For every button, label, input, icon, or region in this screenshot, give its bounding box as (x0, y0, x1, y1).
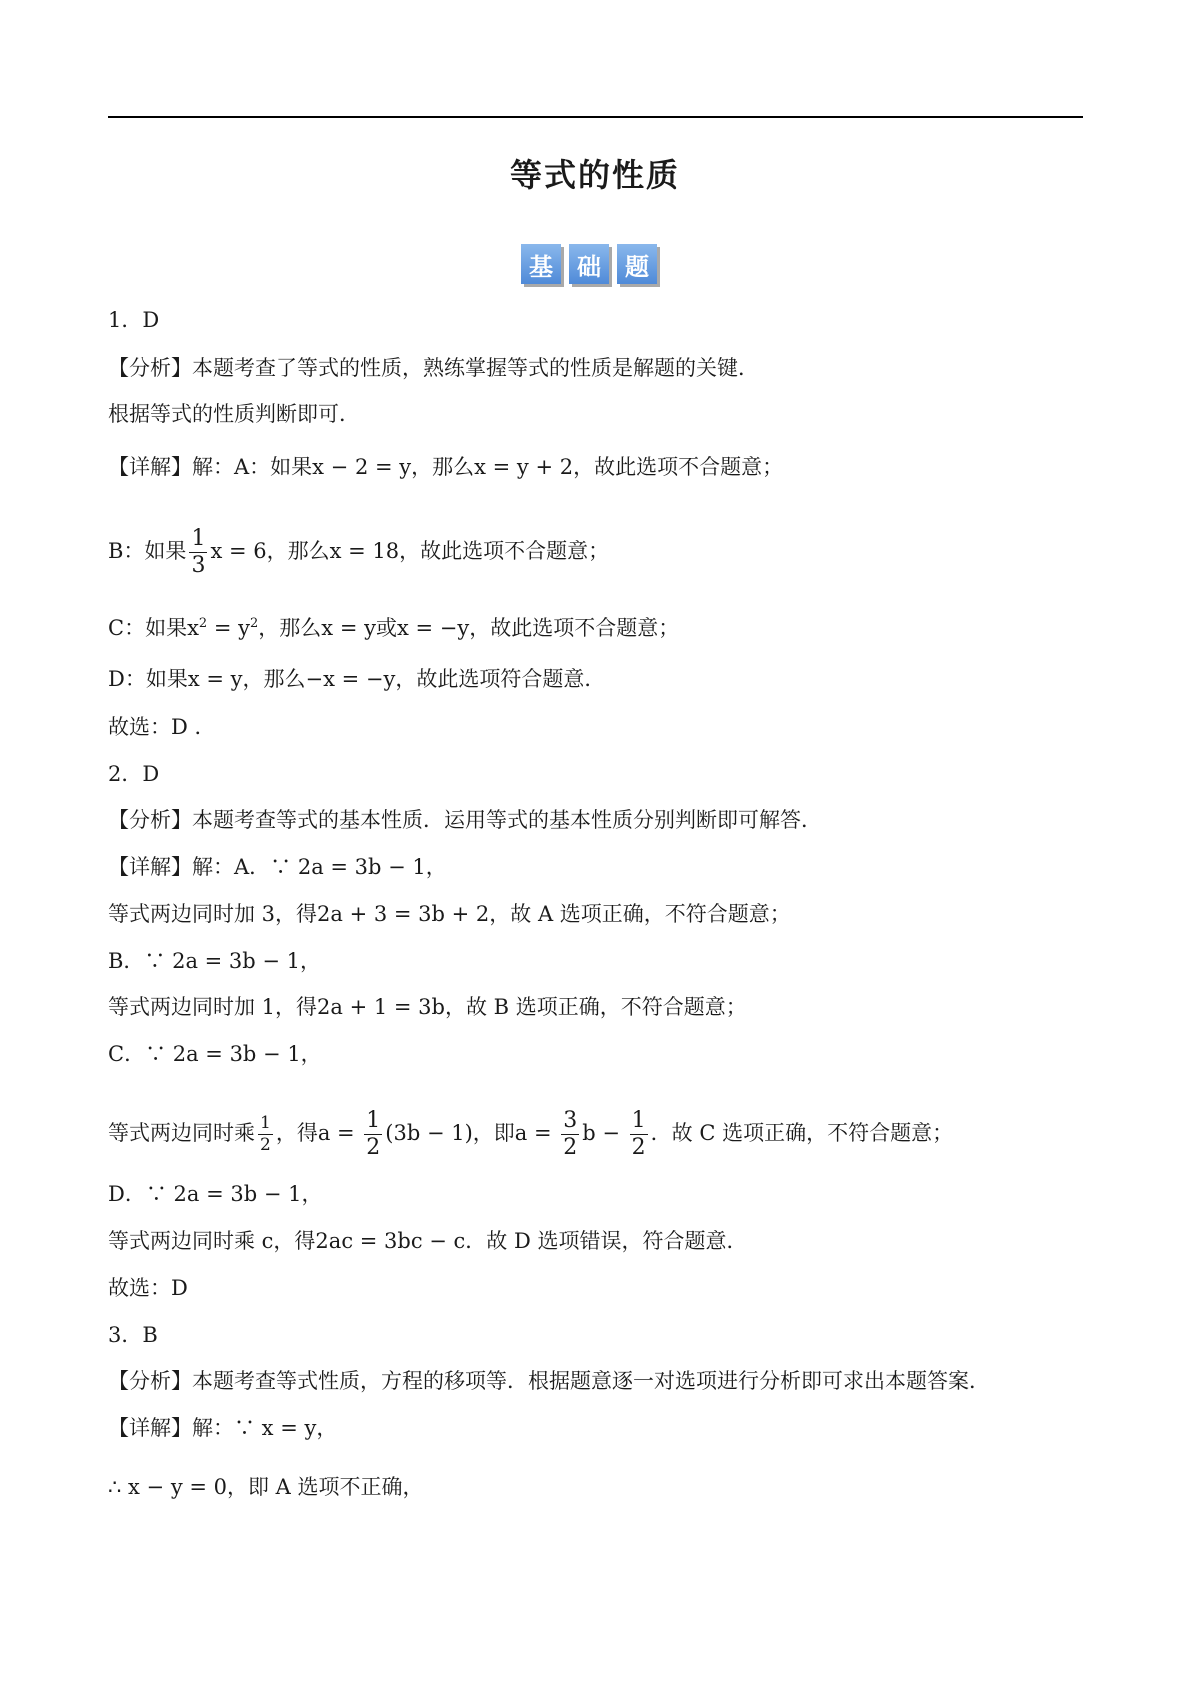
answer-line: 1．D (108, 308, 160, 332)
detail-line: 【详解】解：∵ x = y， (108, 1416, 338, 1440)
section-badge (521, 244, 657, 284)
option-d-line: D：如果x = y，那么−x = −y，故此选项符合题意． (108, 667, 606, 691)
choice-line: 故选：D (108, 1276, 188, 1300)
text-line: 等式两边同时加 3，得2a + 3 = 3b + 2，故 A 选项正确，不符合题意； (108, 902, 791, 926)
badge-char: 础 (569, 244, 609, 284)
text-line: D．∵ 2a = 3b − 1， (108, 1182, 323, 1206)
fraction: $\frac{1}{3}$ (191, 526, 206, 578)
detail-line: 【详解】解：A：如果x − 2 = y，那么x = y + 2，故此选项不合题意； (108, 455, 784, 479)
analysis-line: 【分析】本题考查等式的基本性质．运用等式的基本性质分别判断即可解答． (108, 808, 822, 832)
analysis-line: 【分析】本题考查等式性质，方程的移项等．根据题意逐一对选项进行分析即可求出本题答案． (108, 1369, 990, 1393)
option-c-line: C：如果$x^2 = y^2$，那么x = y或x = −y，故此选项不合题意； (108, 616, 680, 640)
analysis-line: 【分析】本题考查了等式的性质，熟练掌握等式的性质是解题的关键． (108, 356, 759, 380)
answer-line: 3．B (108, 1323, 158, 1347)
detail-line: 【详解】解：A．∵ 2a = 3b − 1， (108, 855, 447, 879)
answer-line: 2．D (108, 762, 160, 786)
badge-char: 题 (617, 244, 657, 284)
text-line: B．∵ 2a = 3b − 1， (108, 949, 322, 973)
option-b-line: B：如果 $\frac{1}{3}$ x = 6，那么x = 18，故此选项不合题意； (108, 526, 610, 578)
fraction: $\frac{3}{2}$ (563, 1108, 578, 1160)
text-line: 根据等式的性质判断即可． (108, 402, 360, 426)
choice-line: 故选：D ． (108, 715, 216, 739)
page-title: 等式的性质 (509, 156, 680, 194)
text-line: ∴ x − y = 0，即 A 选项不正确， (108, 1475, 424, 1499)
text-line: 等式两边同时加 1，得2a + 1 = 3b，故 B 选项正确，不符合题意； (108, 995, 747, 1019)
header-rule (108, 116, 1083, 118)
badge-char: 基 (521, 244, 561, 284)
fraction: $\frac{1}{2}$ (260, 1113, 271, 1155)
text-line: 等式两边同时乘 $\frac{1}{2}$ ，得a = $\frac{1}{2}$ (3b − 1)，即a = $\frac{3}{2}$ b − $\frac{1}{2}$ ．故 C 选项正确，不符合题意； (108, 1108, 954, 1160)
fraction: $\frac{1}{2}$ (631, 1108, 646, 1160)
text-line: 等式两边同时乘 c，得2ac = 3bc − c．故 D 选项错误，符合题意． (108, 1229, 748, 1253)
text-line: C．∵ 2a = 3b − 1， (108, 1042, 322, 1066)
fraction: $\frac{1}{2}$ (366, 1108, 381, 1160)
